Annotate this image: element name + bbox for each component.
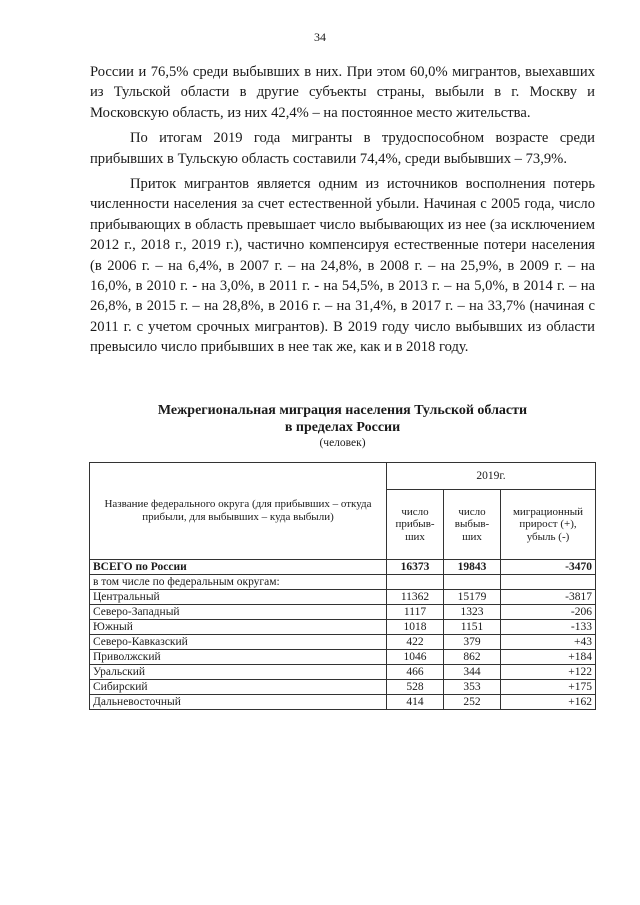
row-departed: 344 [444, 665, 501, 680]
table-row [90, 620, 596, 635]
row-subheading: в том числе по федеральным округам: [90, 575, 387, 590]
table-title [90, 402, 595, 436]
row-growth: -206 [501, 605, 596, 620]
row-departed: 15179 [444, 590, 501, 605]
table-row [90, 650, 596, 665]
row-arrived: 11362 [387, 590, 444, 605]
header-district-name: Название федерального округа (для прибывших – откуда прибыли, для выбывших – куда выбыли) [90, 463, 387, 560]
row-growth: +184 [501, 650, 596, 665]
row-growth: +175 [501, 680, 596, 695]
row-departed: 379 [444, 635, 501, 650]
header-year: 2019г. [387, 463, 596, 490]
row-departed: 19843 [444, 560, 501, 575]
header-arrived: число прибыв-ших [387, 490, 444, 560]
row-arrived: 1018 [387, 620, 444, 635]
paragraph: По итогам 2019 года мигранты в трудоспособном возрасте среди прибывших в Тульскую область составили 74,4%, среди выбывших – 73,9%. [90, 130, 595, 167]
row-departed: 353 [444, 680, 501, 695]
table-row [90, 635, 596, 650]
row-growth [501, 575, 596, 590]
row-departed: 1151 [444, 620, 501, 635]
row-arrived: 528 [387, 680, 444, 695]
table-row [90, 590, 596, 605]
row-growth: +43 [501, 635, 596, 650]
row-name: Уральский [90, 665, 387, 680]
table-row [90, 680, 596, 695]
header-growth: миграционный прирост (+), убыль (-) [501, 490, 596, 560]
table-row [90, 695, 596, 710]
table-row [90, 605, 596, 620]
row-growth: -3470 [501, 560, 596, 575]
paragraph: России и 76,5% среди выбывших в них. При этом 60,0% мигрантов, выехавших из Тульской области в другие субъекты страны, выбыли в г. Москву и Московскую область, из них 42,4% – на постоянное место жительства. [90, 64, 595, 121]
row-growth: -3817 [501, 590, 596, 605]
body-text [90, 62, 595, 363]
row-arrived: 1046 [387, 650, 444, 665]
row-name: Северо-Западный [90, 605, 387, 620]
migration-table [89, 462, 596, 710]
table-unit: (человек) [319, 437, 366, 449]
row-name: Южный [90, 620, 387, 635]
row-growth: -133 [501, 620, 596, 635]
row-arrived: 16373 [387, 560, 444, 575]
row-departed: 1323 [444, 605, 501, 620]
row-name: Дальневосточный [90, 695, 387, 710]
table-row-total [90, 560, 596, 575]
row-name: ВСЕГО по России [90, 560, 387, 575]
page-number: 34 [314, 30, 326, 44]
row-arrived: 414 [387, 695, 444, 710]
table-title-line: в пределах России [284, 420, 401, 435]
row-name: Сибирский [90, 680, 387, 695]
paragraph: Приток мигрантов является одним из источников восполнения потерь численности населения за счет естественной убыли. Начиная с 2005 года, число прибывающих в область превышает число выбывающих из нее (за исключением 2012 г., 2018 г., 2019 г.), частично компенсируя естественные потери населения (в 2006 г. – на 6,4%, в 2007 г. – на 24,8%, в 2008 г. – на 25,9%, в 2009 г. – на 16,0%, в 2010 г. - на 3,0%, в 2011 г. - на 54,5%, в 2013 г. – на 5,0%, в 2014 г. – на 26,8%, в 2015 г. – на 28,8%, в 2016 г. – на 31,4%, в 2017 г. – на 33,7% (начиная с 2011 г. с учетом срочных мигрантов). В 2019 году число выбывших из области превысило число прибывших в нее так же, как и в 2018 году. [90, 176, 595, 356]
row-departed: 862 [444, 650, 501, 665]
row-growth: +162 [501, 695, 596, 710]
row-departed: 252 [444, 695, 501, 710]
row-growth: +122 [501, 665, 596, 680]
table-title-line: Межрегиональная миграция населения Тульской области [157, 403, 528, 418]
table-row [90, 665, 596, 680]
row-arrived: 422 [387, 635, 444, 650]
row-departed [444, 575, 501, 590]
row-arrived: 466 [387, 665, 444, 680]
header-departed: число выбыв-ших [444, 490, 501, 560]
row-name: Приволжский [90, 650, 387, 665]
row-arrived [387, 575, 444, 590]
table-row-subheading [90, 575, 596, 590]
row-arrived: 1117 [387, 605, 444, 620]
row-name: Северо-Кавказский [90, 635, 387, 650]
row-name: Центральный [90, 590, 387, 605]
